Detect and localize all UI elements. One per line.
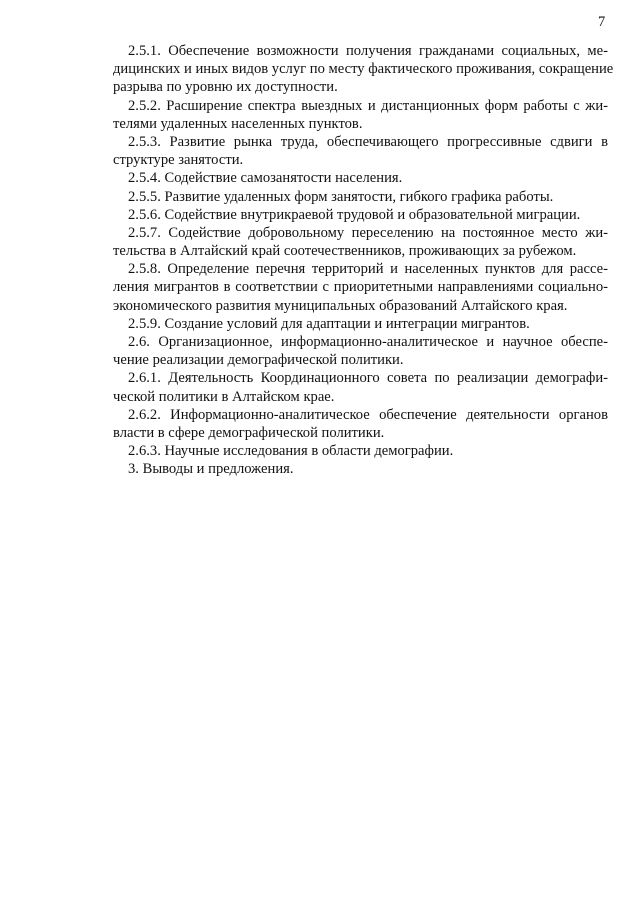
page-number: 7 (598, 14, 606, 30)
paragraph-line: 2.5.5. Развитие удаленных форм занятости, гибкого графика работы. (128, 188, 554, 205)
paragraph (113, 369, 608, 405)
paragraph (113, 42, 614, 97)
paragraph-line: 2.6.1. Деятельность Координационного совета по реализации демографи- (128, 370, 608, 387)
paragraph-line: 2.5.4. Содействие самозанятости населения. (128, 170, 403, 187)
paragraph-line: 2.5.3. Развитие рынка труда, обеспечивающего прогрессивные сдвиги в (128, 133, 608, 150)
paragraph-line: 2.6. Организационное, информационно-аналитическое и научное обеспе- (128, 334, 608, 350)
paragraph-line: 2.5.8. Определение перечня территорий и населенных пунктов для рассе- (128, 261, 608, 278)
paragraph-line: ления мигрантов в соответствии с приоритетными направлениями социально- (113, 279, 608, 296)
paragraph-line: 2.5.7. Содействие добровольному переселению на постоянное место жи- (128, 224, 608, 241)
paragraph (113, 133, 608, 169)
paragraph-line: ческой политики в Алтайском крае. (113, 388, 335, 405)
paragraph-line: телями удаленных населенных пунктов. (113, 115, 363, 132)
paragraph-line: разрыва по уровню их доступности. (113, 79, 338, 96)
paragraph-line: 2.6.3. Научные исследования в области демографии. (128, 443, 454, 460)
paragraph-line: дицинских и иных видов услуг по месту фактического проживания, сокращение (113, 61, 614, 78)
paragraph-line: власти в сфере демографической политики. (113, 424, 385, 441)
paragraph (113, 460, 608, 478)
paragraph-line: структуре занятости. (113, 152, 244, 169)
paragraph-line: 2.5.2. Расширение спектра выездных и дистанционных форм работы с жи- (128, 97, 608, 114)
paragraph-line: 2.5.6. Содействие внутрикраевой трудовой и образовательной миграции. (128, 206, 581, 223)
paragraph (113, 315, 608, 333)
paragraph-line: тельства в Алтайский край соотечественников, проживающих за рубежом. (113, 243, 577, 260)
paragraph (113, 224, 608, 260)
paragraph (113, 206, 608, 224)
paragraph-line: экономического развития муниципальных образований Алтайского края. (113, 297, 568, 314)
paragraph (113, 333, 608, 369)
paragraph (113, 97, 608, 133)
paragraph-line: чение реализации демографической политики. (113, 352, 404, 369)
paragraph-line: 3. Выводы и предложения. (128, 461, 294, 478)
paragraph-line: 2.5.9. Создание условий для адаптации и интеграции мигрантов. (128, 315, 530, 332)
paragraph (113, 169, 608, 187)
document-body (113, 42, 614, 479)
paragraph (113, 442, 608, 460)
paragraph (113, 260, 608, 315)
paragraph-line: 2.5.1. Обеспечение возможности получения гражданами социальных, ме- (128, 43, 608, 59)
paragraph (113, 188, 608, 206)
paragraph-line: 2.6.2. Информационно-аналитическое обеспечение деятельности органов (128, 406, 608, 423)
paragraph (113, 406, 608, 442)
